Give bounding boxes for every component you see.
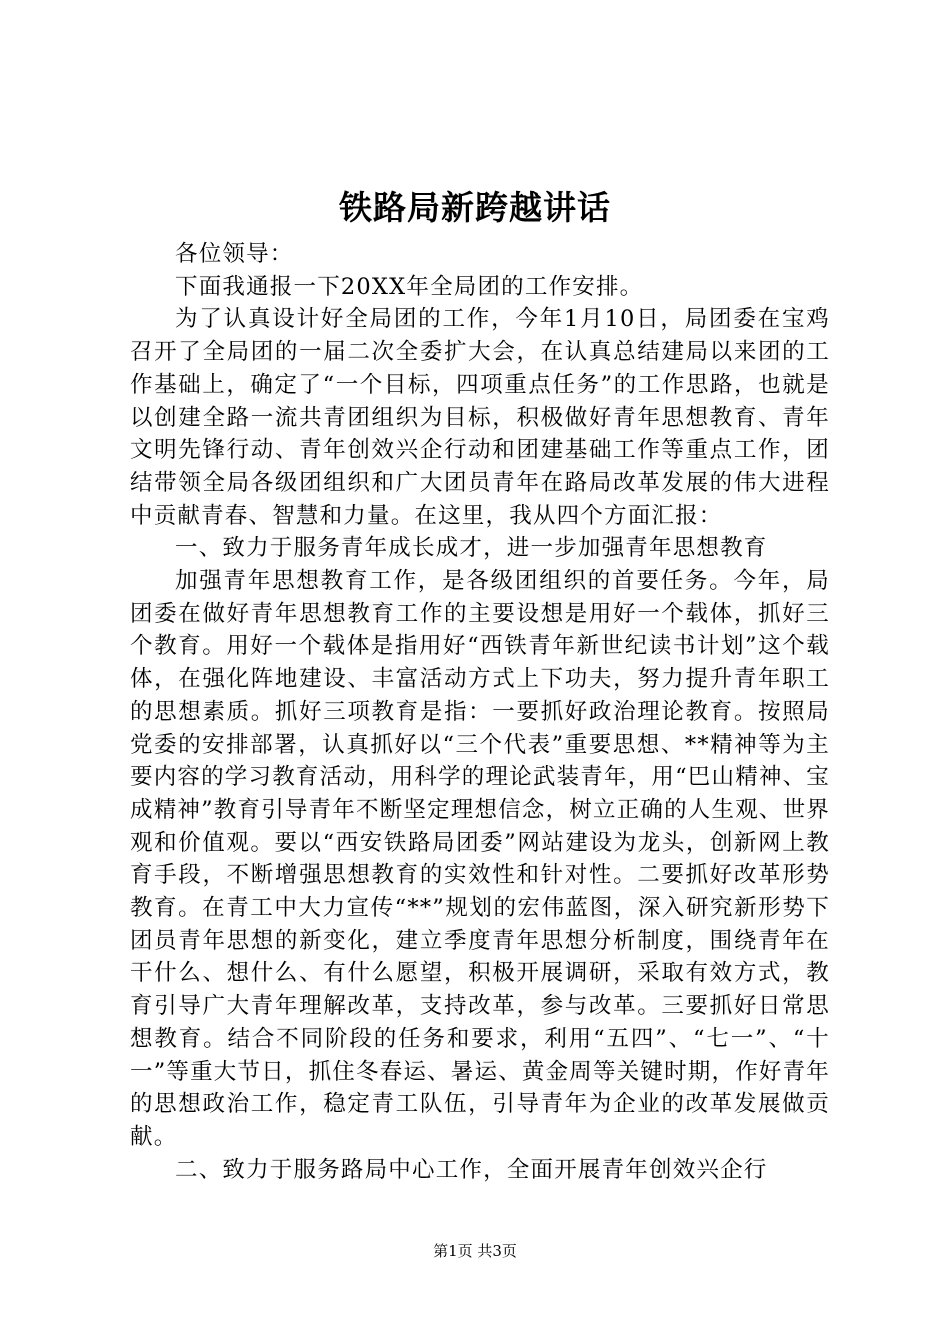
document-title: 铁路局新跨越讲话 <box>339 188 611 227</box>
page-footer: 第1页 共3页 <box>433 1242 517 1260</box>
overview-paragraph: 为了认真设计好全局团的工作，今年1月10日，局团委在宝鸡召开了全局团的一届二次全委扩大会，在认真总结建局以来团的工作基础上，确定了“一个目标，四项重点任务”的工作思路，也就是以创建全路一流共青团组织为目标，积极做好青年思想教育、青年文明先锋行动、青年创效兴企行动和团建基础工作等重点工作，团结带领全局各级团组织和广大团员青年在路局改革发展的伟大进程中贡献青春、智慧和力量。在这里，我从四个方面汇报： <box>130 306 830 529</box>
document-body <box>130 238 830 1186</box>
section-heading-2: 二、致力于服务路局中心工作，全面开展青年创效兴企行 <box>175 1156 768 1183</box>
section-heading-1: 一、致力于服务青年成长成才，进一步加强青年思想教育 <box>175 535 768 562</box>
intro-paragraph: 下面我通报一下20XX年全局团的工作安排。 <box>175 273 644 300</box>
section-body-1: 加强青年思想教育工作，是各级团组织的首要任务。今年，局团委在做好青年思想教育工作的主要设想是用好一个载体，抓好三个教育。用好一个载体是指用好“西铁青年新世纪读书计划”这个载体，在强化阵地建设、丰富活动方式上下功夫，努力提升青年职工的思想素质。抓好三项教育是指：一要抓好政治理论教育。按照局党委的安排部署，认真抓好以“三个代表”重要思想、**精神等为主要内容的学习教育活动，用科学的理论武装青年，用“巴山精神、宝成精神”教育引导青年不断坚定理想信念，树立正确的人生观、世界观和价值观。要以“西安铁路局团委”网站建设为龙头，创新网上教育手段，不断增强思想教育的实效性和针对性。二要抓好改革形势教育。在青工中大力宣传“**”规划的宏伟蓝图，深入研究新形势下团员青年思想的新变化，建立季度青年思想分析制度，围绕青年在干什么、想什么、有什么愿望，积极开展调研，采取有效方式，教育引导广大青年理解改革，支持改革，参与改革。三要抓好日常思想教育。结合不同阶段的任务和要求，利用“五四”、“七一”、“十一”等重大节日，抓住冬春运、暑运、黄金周等关键时期，作好青年的思想政治工作，稳定青工队伍，引导青年为企业的改革发展做贡献。 <box>130 568 831 1150</box>
salutation-paragraph: 各位领导： <box>175 241 294 267</box>
